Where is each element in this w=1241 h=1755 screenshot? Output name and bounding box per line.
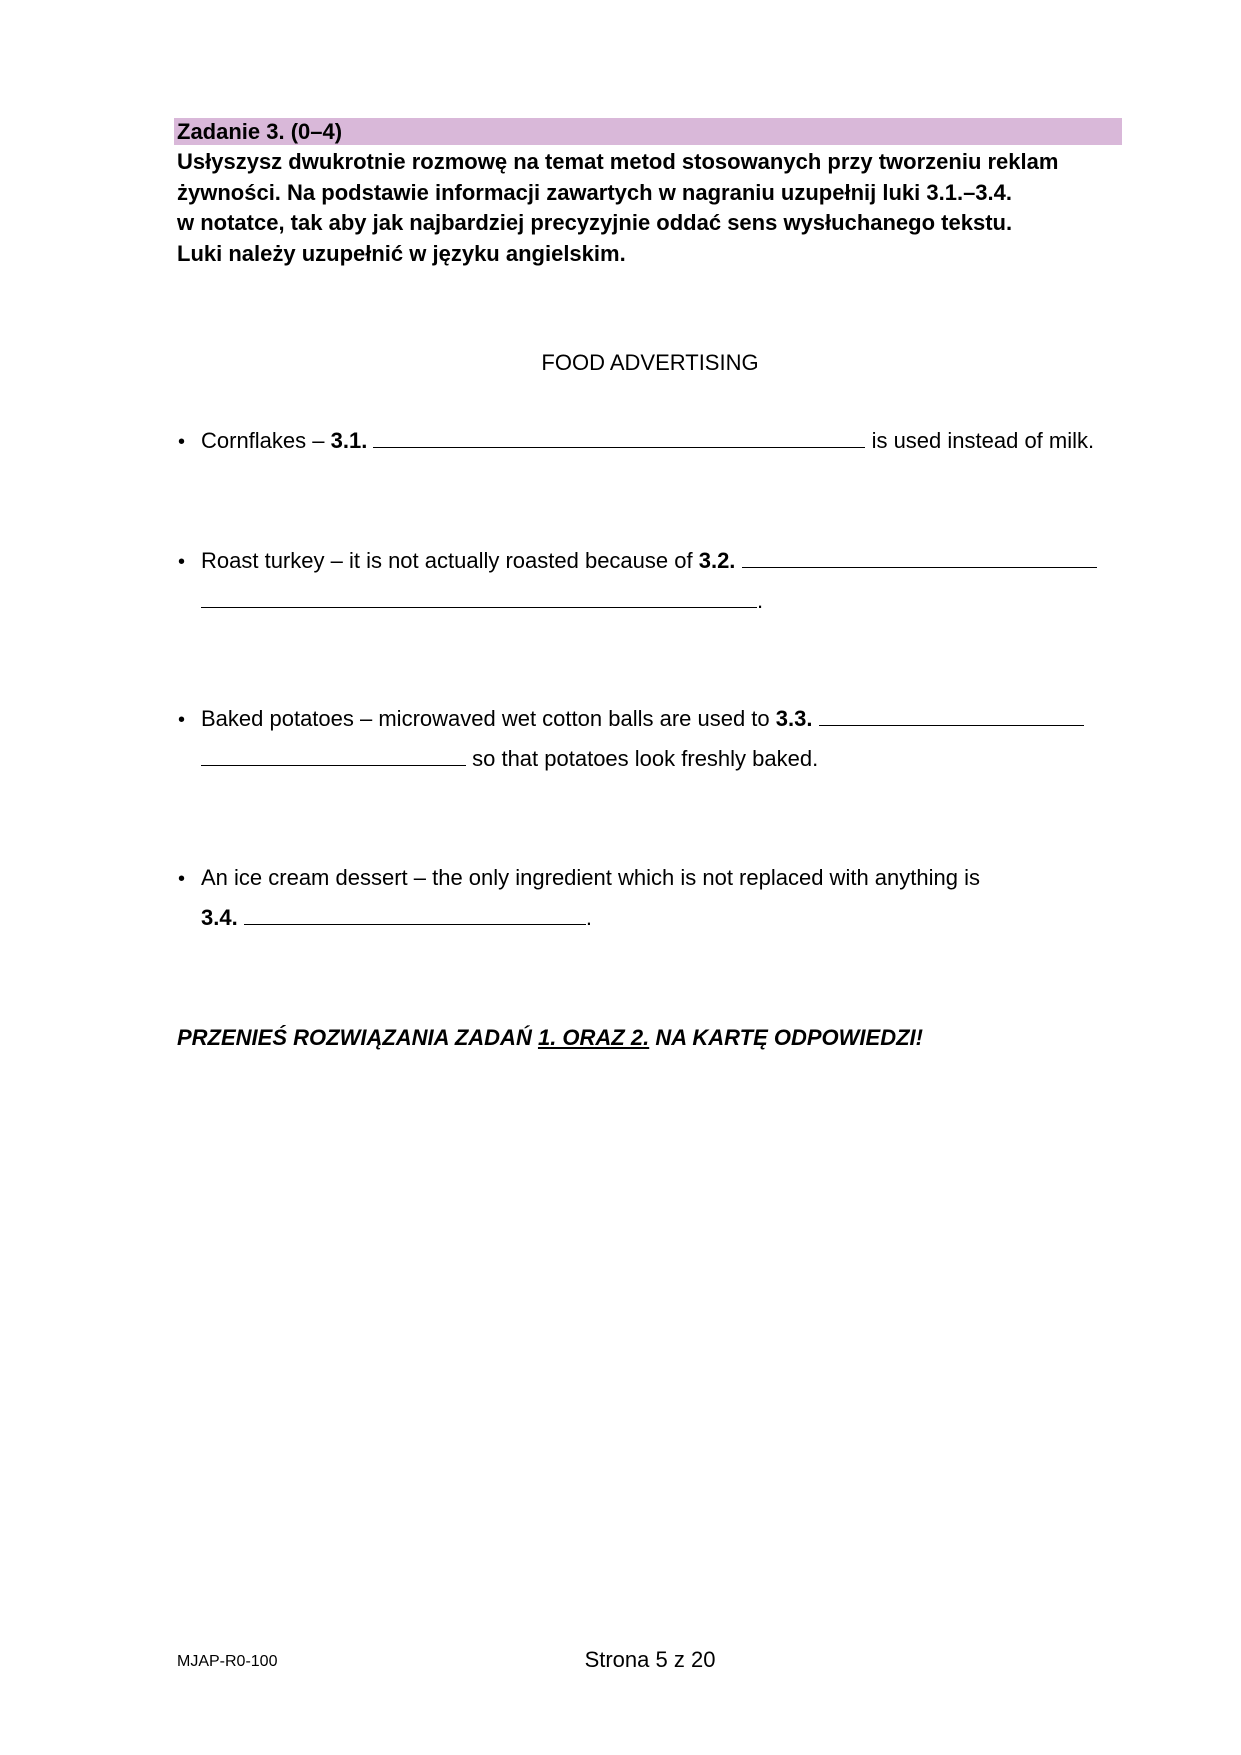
item-text: is used instead of milk. <box>865 428 1095 453</box>
bullet-icon: • <box>178 709 186 731</box>
note-item-3-1 <box>201 427 1094 455</box>
answer-gap-3-1[interactable] <box>373 427 865 448</box>
item-text: so that potatoes look freshly baked. <box>466 746 819 771</box>
closing-text: NA KARTĘ ODPOWIEDZI! <box>649 1025 923 1050</box>
answer-gap-3-4[interactable] <box>244 904 586 925</box>
task-instructions <box>177 147 1137 269</box>
bullet-icon: • <box>178 551 186 573</box>
instruction-line: w notatce, tak aby jak najbardziej precyzyjnie oddać sens wysłuchanego tekstu. <box>177 210 1013 235</box>
gap-number: 3.3. <box>775 706 813 731</box>
closing-text: PRZENIEŚ ROZWIĄZANIA ZADAŃ <box>177 1025 538 1050</box>
task-header: Zadanie 3. (0–4) <box>174 118 1122 145</box>
item-text: Roast turkey – it is not actually roasted because of <box>201 548 699 573</box>
note-item-3-2 <box>201 547 1097 575</box>
answer-gap-3-2-cont[interactable] <box>201 587 757 608</box>
gap-number: 3.4. <box>201 905 238 930</box>
item-text: . <box>585 905 592 930</box>
item-text: Baked potatoes – microwaved wet cotton balls are used to <box>201 706 776 731</box>
bullet-icon: • <box>178 868 186 890</box>
answer-gap-3-3[interactable] <box>819 705 1084 726</box>
page-number: Strona 5 z 20 <box>584 1647 716 1672</box>
item-text: . <box>757 588 764 613</box>
exam-code: MJAP-R0-100 <box>177 1653 278 1670</box>
gap-number: 3.2. <box>698 548 736 573</box>
bullet-icon: • <box>178 431 186 453</box>
note-item-3-3-continued <box>201 745 818 773</box>
item-text: Cornflakes – <box>201 428 331 453</box>
answer-gap-3-2[interactable] <box>742 547 1097 568</box>
closing-underlined: 1. ORAZ 2. <box>537 1025 650 1050</box>
item-text: An ice cream dessert – the only ingredient which is not replaced with anything is <box>201 865 980 890</box>
note-item-3-4-continued <box>201 904 592 932</box>
note-item-3-4 <box>201 864 980 892</box>
transfer-instruction <box>177 1024 923 1052</box>
note-item-3-3 <box>201 705 1084 733</box>
note-item-3-2-continued <box>201 587 763 615</box>
gap-number: 3.1. <box>330 428 368 453</box>
note-title: FOOD ADVERTISING <box>541 350 759 375</box>
instruction-line: Luki należy uzupełnić w języku angielskim. <box>177 240 626 266</box>
answer-gap-3-3-cont[interactable] <box>201 745 466 766</box>
instruction-line: żywności. Na podstawie informacji zawartych w nagraniu uzupełnij luki 3.1.–3.4. <box>177 179 1013 205</box>
instruction-line: Usłyszysz dwukrotnie rozmowę na temat metod stosowanych przy tworzeniu reklam <box>177 149 1059 174</box>
